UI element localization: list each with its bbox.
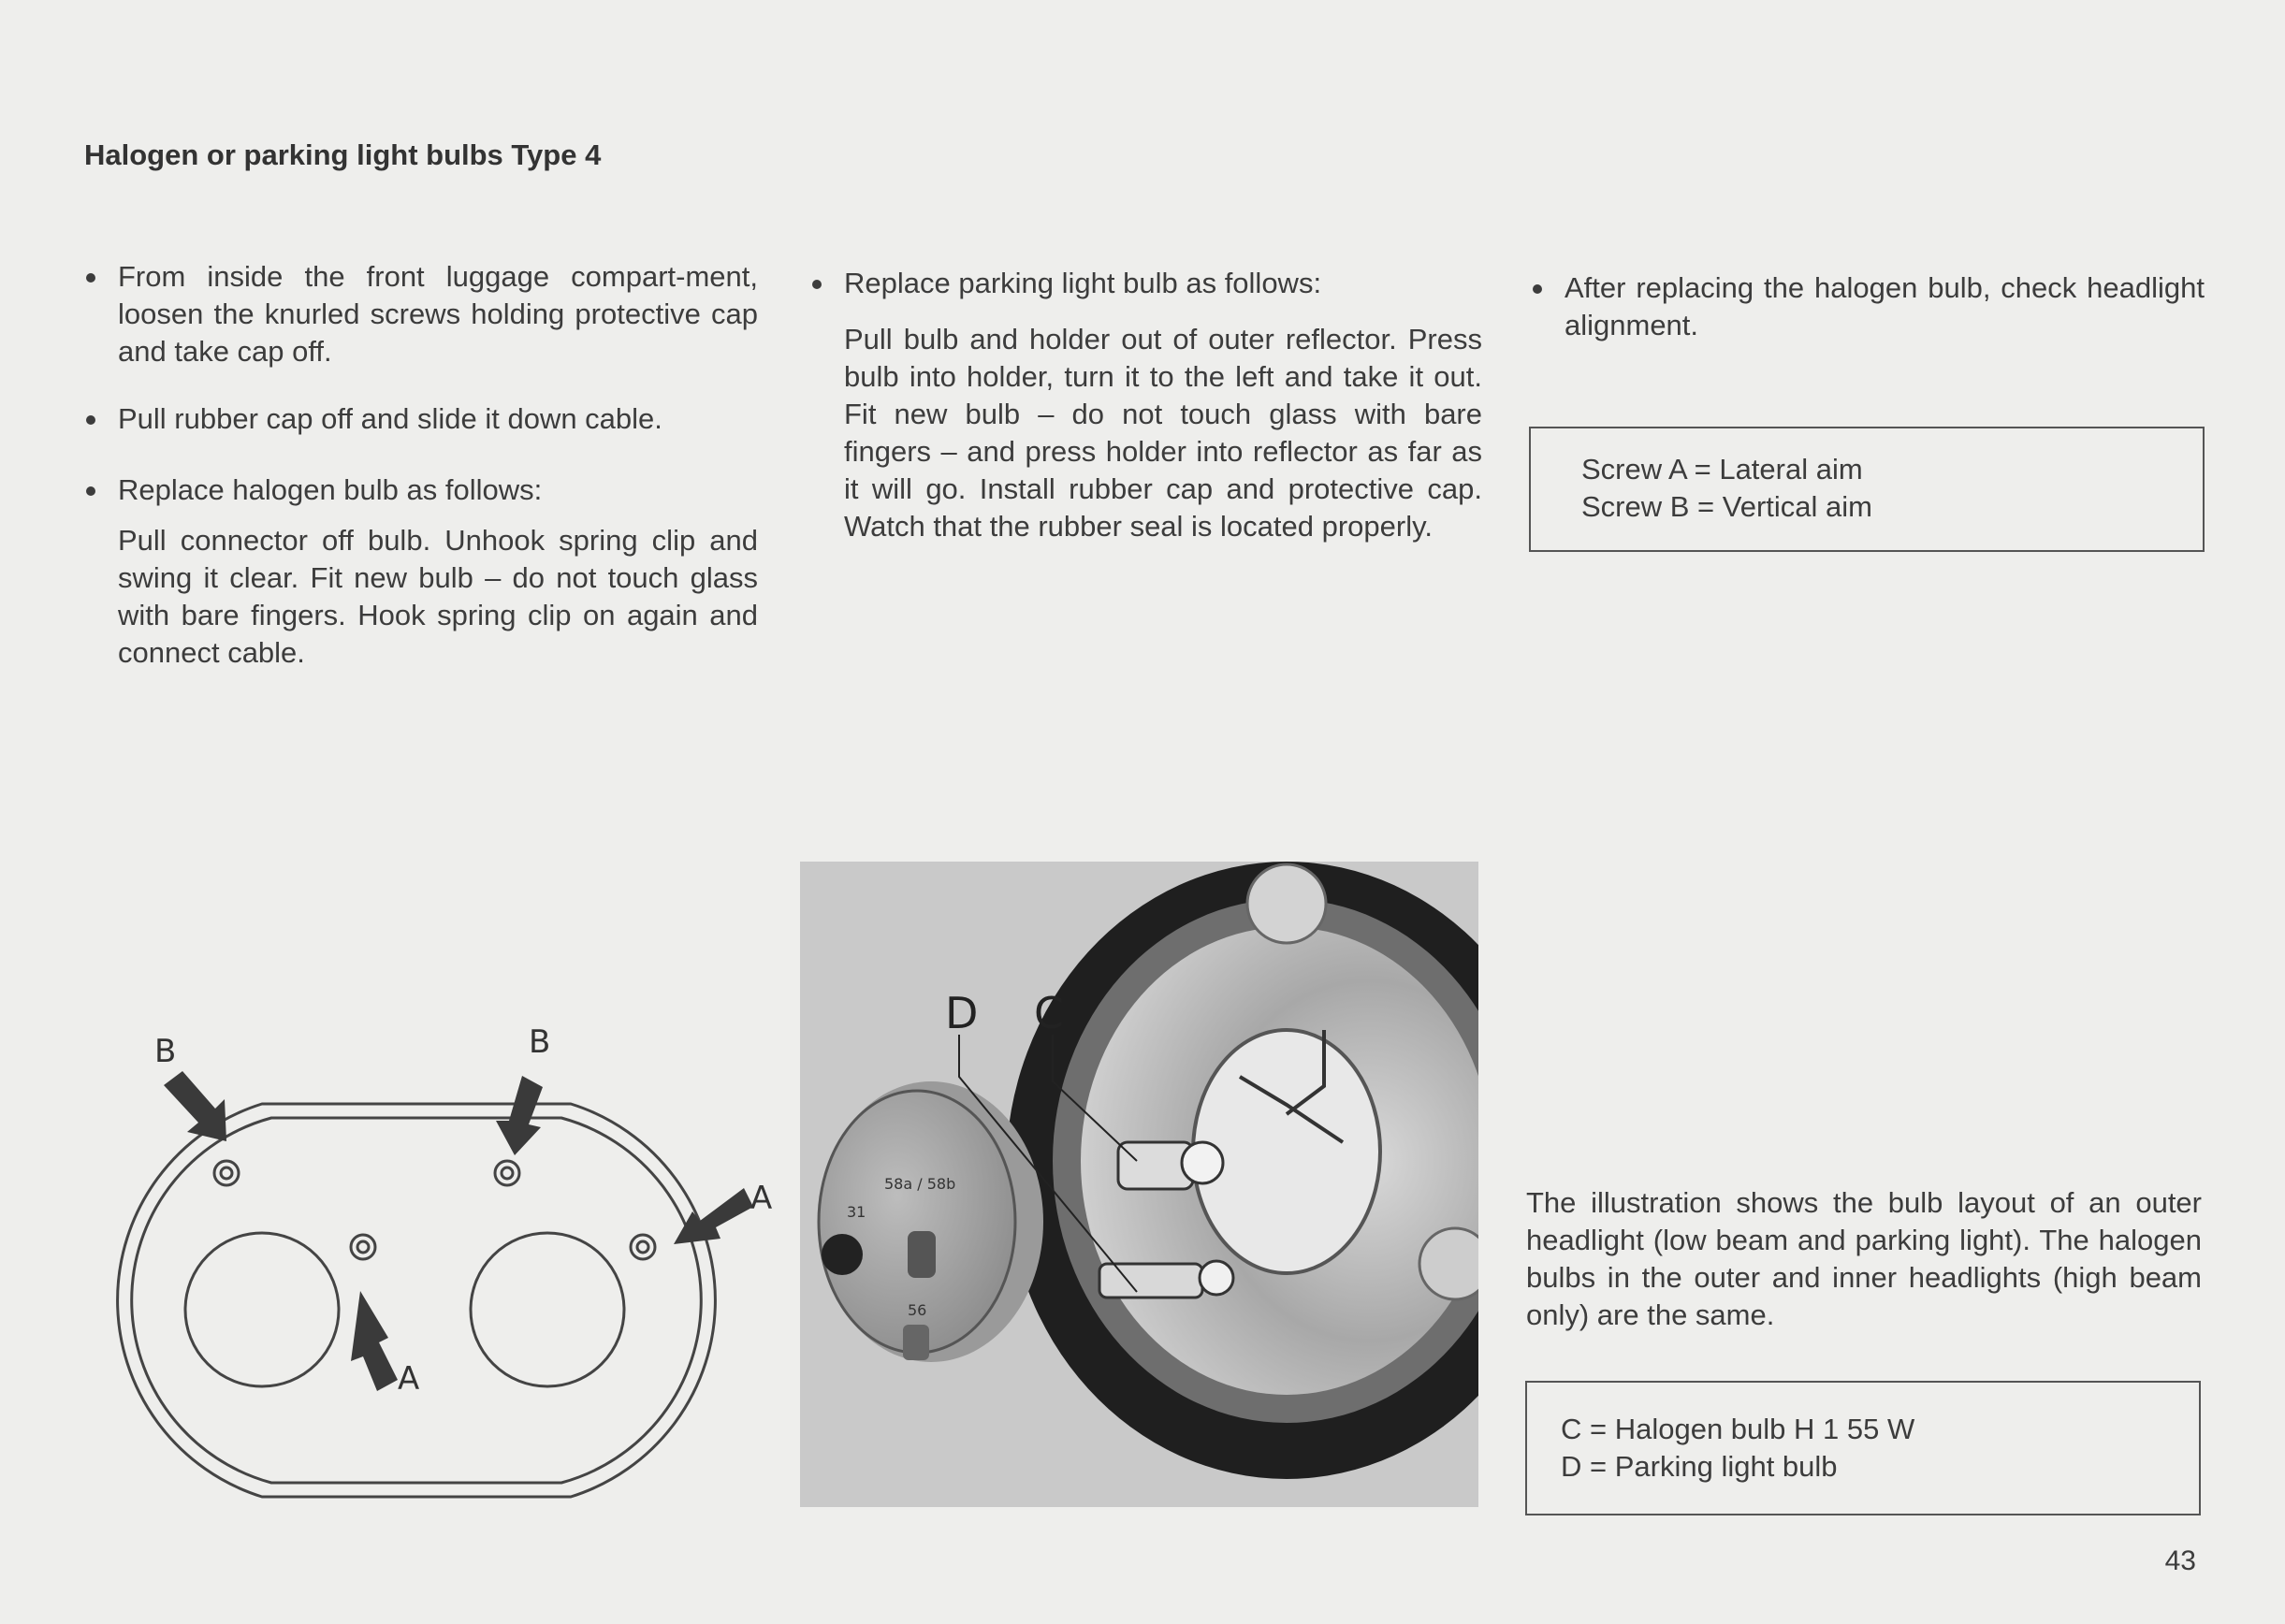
- column-2: [810, 265, 1482, 545]
- illustration-caption: The illustration shows the bulb layout of an outer headlight (low beam and parking light). The halogen bulbs in the outer and inner headlights (high beam only) are the same.: [1526, 1186, 2202, 1331]
- halogen-instructions: Pull connector off bulb. Unhook spring clip and swing it clear. Fit new bulb – do not touch glass with bare fingers. Hook spring clip on again and connect cable.: [118, 524, 758, 669]
- bullet-replace-halogen: Replace halogen bulb as follows:: [84, 471, 758, 509]
- screw-icon: [351, 1235, 375, 1259]
- cap-marking: 56: [908, 1301, 927, 1319]
- headlight-photo: [800, 862, 1478, 1507]
- arrow-icon: [496, 1076, 543, 1155]
- bullet-replace-parking: Replace parking light bulb as follows:: [810, 265, 1482, 302]
- bulb-d-legend: D = Parking light bulb: [1561, 1450, 1838, 1483]
- bullet-rubber-cap: Pull rubber cap off and slide it down cable.: [84, 400, 758, 438]
- cap-marking: 58a / 58b: [884, 1175, 956, 1193]
- label-d: D: [945, 988, 979, 1038]
- knurled-screw: [1247, 864, 1326, 943]
- page-title: Halogen or parking light bulbs Type 4: [84, 138, 602, 171]
- housing-outline-inner: [132, 1118, 702, 1483]
- parking-instructions: Pull bulb and holder out of outer reflector. Press bulb into holder, turn it to the left and take it out. Fit new bulb – do not touch glass with bare fingers – and press holder into reflector as far as it will go. Install rubber cap and protective cap. Watch that the rubber seal is located properly.: [844, 323, 1482, 543]
- label-c: C: [1034, 988, 1065, 1038]
- cap-terminal: [903, 1325, 929, 1360]
- cap-marking: 31: [847, 1203, 866, 1221]
- halogen-bulb-c: [1118, 1142, 1223, 1189]
- label-b-left: B: [154, 1033, 177, 1070]
- arrow-icon: [164, 1071, 226, 1141]
- page-number: 43: [2164, 1545, 2196, 1576]
- column-1: [84, 258, 758, 672]
- screw-b-legend: Screw B = Vertical aim: [1581, 490, 1872, 523]
- bulb-legend-box: [1525, 1381, 2201, 1515]
- headlight-adjustment-diagram: [65, 1020, 805, 1525]
- housing-outline-outer: [118, 1104, 716, 1497]
- screw-legend-box: [1529, 427, 2205, 552]
- cap-terminal: [822, 1234, 863, 1275]
- screw-a-legend: Screw A = Lateral aim: [1581, 453, 1863, 486]
- bullet-check-alignment: After replacing the halogen bulb, check headlight alignment.: [1531, 269, 2205, 344]
- screw-icon: [214, 1161, 239, 1185]
- screw-icon: [631, 1235, 655, 1259]
- cap-terminal: [908, 1231, 936, 1278]
- left-lamp-circle: [185, 1233, 339, 1386]
- screw-icon: [495, 1161, 519, 1185]
- bulb-c-legend: C = Halogen bulb H 1 55 W: [1561, 1413, 1915, 1445]
- right-lamp-circle: [471, 1233, 624, 1386]
- label-a-bottom: A: [398, 1360, 420, 1398]
- arrow-icon: [351, 1291, 398, 1391]
- knurled-screw: [1419, 1228, 1478, 1299]
- parking-bulb-d: [1099, 1261, 1233, 1298]
- bullet-remove-cap: From inside the front luggage compart-ment, loosen the knurled screws holding protective cap and take cap off.: [84, 258, 758, 370]
- label-b-right: B: [529, 1023, 551, 1061]
- label-a-right: A: [750, 1180, 773, 1217]
- column-3: [1531, 269, 2205, 344]
